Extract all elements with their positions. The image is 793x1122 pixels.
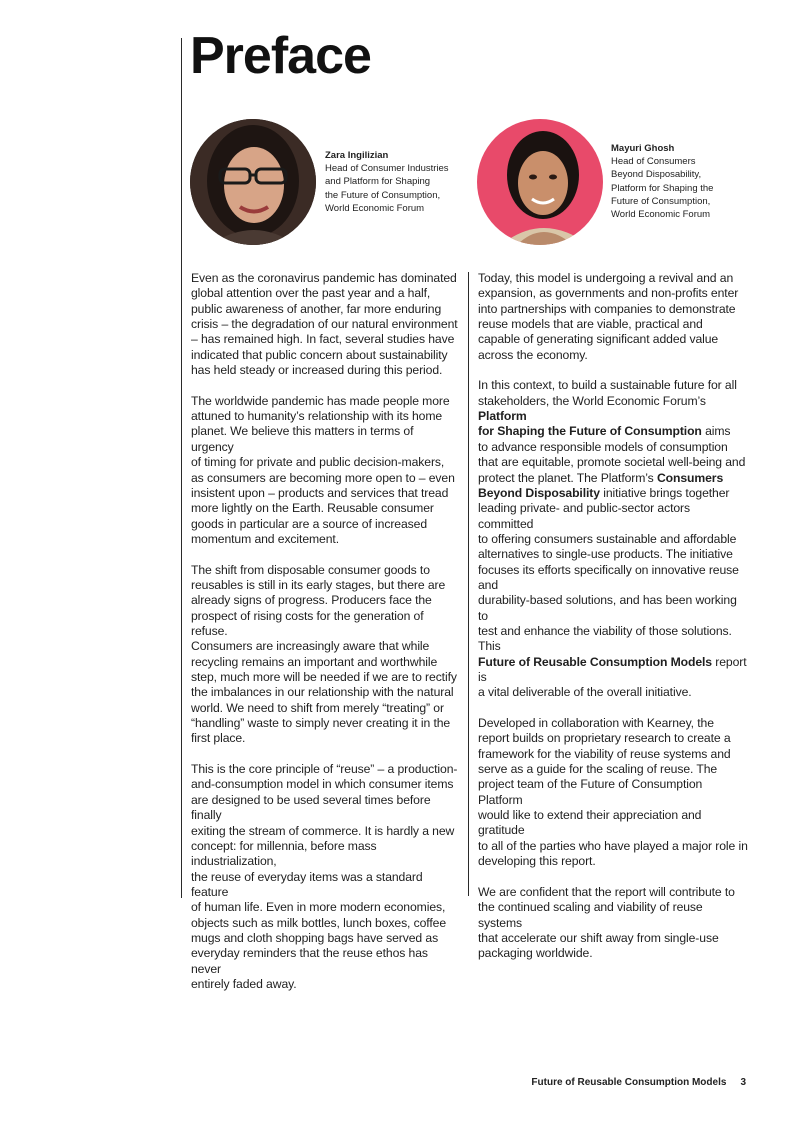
paragraph: Today, this model is undergoing a revival and an expansion, as governments and non-profits enter into partnerships with companies to demonstrate reuse models that are viable, practical and capable of generating significant added value across the economy.: [478, 271, 739, 362]
footer-report-title: Future of Reusable Consumption Models: [531, 1077, 727, 1088]
paragraph: [478, 378, 748, 700]
paragraph: The shift from disposable consumer goods to reusables is still in its early stages, but there are already signs of progress. Producers face the prospect of rising costs for the generation of refuse. Consumers are increasingly aware that while recycling remains an important and worthwhile step, much more will be needed if we are to rectify the imbalances in our relationship with the natural world. We need to shift from merely “treating” or “handling” waste to simply never creating it in the first place.: [191, 562, 457, 746]
paragraph: This is the core principle of “reuse” – a production- and-consumption model in which consumer items are designed to be used several times before finally exiting the stream of commerce. It is hardly a new concept: for millennia, before mass industrialization, the reuse of everyday items was a standard feature of human life. Even in more modern economies, objects such as milk bottles, lunch boxes, coffee mugs and cloth shopping bags have served as everyday reminders that the reuse ethos has never entirely faded away.: [191, 762, 458, 991]
paragraph-text: aims to advance responsible models of consumption that are equitable, promote societal well-being and protect the planet. The Platform’s: [478, 424, 746, 485]
paragraph-text: report is a vital deliverable of the overall initiative.: [478, 654, 747, 700]
page-title: Preface: [190, 27, 371, 85]
report-name-bold: Future of Reusable Consumption Models: [478, 654, 712, 669]
author-portrait-zara: [190, 119, 316, 245]
paragraph-text: initiative brings together leading private- and public-sector actors committed to offering consumers sustainable and affordable alternatives to single-use products. The initiative focuses its efforts specifically on innovative reuse and durability-based solutions, and has been working to test and enhance the viability of those solutions. This: [478, 485, 739, 654]
portrait-photo-illustration: [190, 119, 316, 245]
initiative-name-bold: Consumers Beyond Disposability: [478, 470, 724, 500]
page-number: 3: [740, 1077, 746, 1088]
body-column-left: [191, 271, 459, 1008]
body-column-right: [478, 271, 748, 977]
left-margin-rule: [181, 38, 182, 898]
author-role: Head of Consumers Beyond Disposability, Platform for Shaping the Future of Consumption, World Economic Forum: [611, 156, 714, 221]
paragraph: The worldwide pandemic has made people more attuned to humanity’s relationship with its home planet. We believe this matters in terms of urgency of timing for private and public decision-makers, as consumers are becoming more open to – even insistent upon – products and services that tread more lightly on the Earth. Reusable consumer goods in particular are a source of increased momentum and excitement.: [191, 393, 455, 546]
author-role: Head of Consumer Industries and Platform for Shaping the Future of Consumption, World Economic Forum: [325, 163, 449, 214]
paragraph: Even as the coronavirus pandemic has dominated global attention over the past year and a half, public awareness of another, far more enduring crisis – the degradation of our natural environment – has remained high. In fact, several studies have indicated that public concern about sustainability has held steady or increased during this period.: [191, 271, 458, 378]
author-bio-zara: [325, 149, 465, 215]
author-bio-mayuri: [611, 142, 741, 221]
author-name: Zara Ingilizian: [325, 150, 389, 161]
column-divider-rule: [468, 272, 469, 896]
paragraph-text: In this context, to build a sustainable future for all stakeholders, the World Economic Forum’s: [478, 378, 737, 408]
author-portrait-mayuri: [477, 119, 603, 245]
portrait-photo-illustration: [477, 119, 603, 245]
author-name: Mayuri Ghosh: [611, 143, 675, 154]
paragraph: Developed in collaboration with Kearney, the report builds on proprietary research to create a framework for the viability of reuse systems and serve as a guide for the scaling of reuse. The project team of the Future of Consumption Platform would like to extend their appreciation and gratitude to all of the parties who have played a major role in developing this report.: [478, 716, 748, 869]
paragraph: We are confident that the report will contribute to the continued scaling and viability of reuse systems that accelerate our shift away from single-use packaging worldwide.: [478, 884, 735, 961]
page-footer: [531, 1077, 746, 1088]
platform-name-bold: Platform for Shaping the Future of Consumption: [478, 409, 702, 439]
